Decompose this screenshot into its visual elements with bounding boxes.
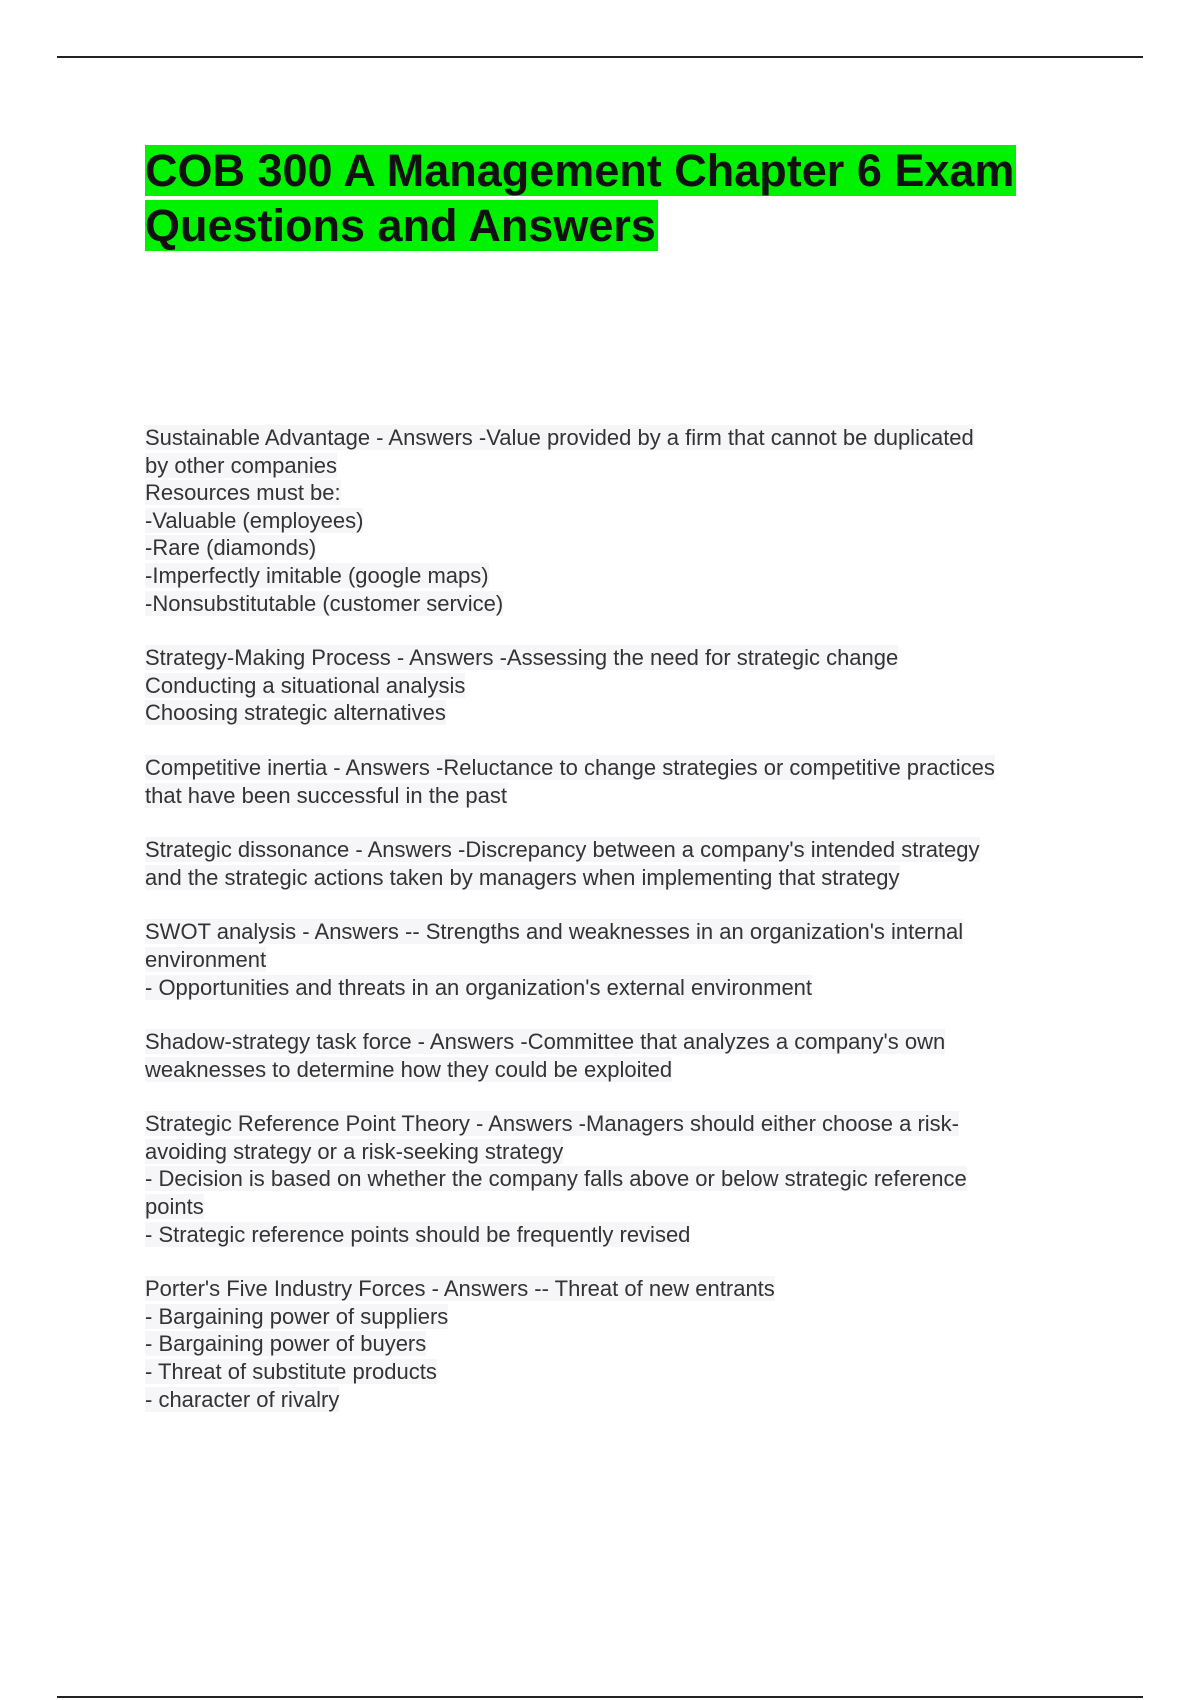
qa-line-text: SWOT analysis - Answers -- Strengths and weaknesses in an organization's internal — [145, 919, 964, 945]
qa-line-text: - Opportunities and threats in an organization's external environment — [145, 974, 813, 1000]
qa-line-text: points — [145, 1194, 204, 1220]
qa-line-text: Resources must be: — [145, 480, 341, 506]
qa-entry — [145, 1028, 1085, 1083]
qa-answer-line — [145, 1056, 1085, 1084]
qa-line-text: environment — [145, 946, 267, 972]
qa-line-text: Porter's Five Industry Forces - Answers -- Threat of new entrants — [145, 1276, 775, 1302]
qa-line-text: -Valuable (employees) — [145, 507, 364, 533]
qa-answer-line — [145, 672, 1085, 700]
qa-line-text: Choosing strategic alternatives — [145, 700, 446, 726]
qa-entry — [145, 644, 1085, 727]
qa-answer-line — [145, 946, 1085, 974]
qa-line-text: - Strategic reference points should be frequently revised — [145, 1221, 691, 1247]
qa-answer-line — [145, 507, 1085, 535]
qa-line-text: Shadow-strategy task force - Answers -Committee that analyzes a company's own — [145, 1029, 946, 1055]
title-line-2: Questions and Answers — [145, 200, 656, 251]
qa-line-text: by other companies — [145, 452, 337, 478]
qa-line-text: - Threat of substitute products — [145, 1359, 437, 1385]
qa-line-text: Strategic Reference Point Theory - Answers -Managers should either choose a risk- — [145, 1111, 959, 1137]
qa-answer-line — [145, 864, 1085, 892]
qa-entry — [145, 836, 1085, 891]
qa-line-text: and the strategic actions taken by managers when implementing that strategy — [145, 864, 900, 890]
qa-term-line — [145, 754, 1085, 782]
qa-entry — [145, 918, 1085, 1001]
qa-answer-line — [145, 1303, 1085, 1331]
qa-line-text: -Rare (diamonds) — [145, 535, 317, 561]
qa-answer-line — [145, 1138, 1085, 1166]
qa-answer-line — [145, 479, 1085, 507]
qa-line-text: -Nonsubstitutable (customer service) — [145, 590, 504, 616]
qa-entry — [145, 1275, 1085, 1413]
title-line-1: COB 300 A Management Chapter 6 Exam — [145, 145, 1015, 196]
qa-line-text: -Imperfectly imitable (google maps) — [145, 562, 489, 588]
qa-answer-line — [145, 974, 1085, 1002]
qa-line-text: - Decision is based on whether the company falls above or below strategic reference — [145, 1166, 967, 1192]
qa-answer-line — [145, 1165, 1085, 1193]
qa-line-text: - Bargaining power of suppliers — [145, 1303, 449, 1329]
qa-answer-line — [145, 1221, 1085, 1249]
qa-answer-line — [145, 1386, 1085, 1414]
qa-entry — [145, 424, 1085, 617]
qa-answer-line — [145, 562, 1085, 590]
qa-answer-line — [145, 590, 1085, 618]
qa-answer-line — [145, 534, 1085, 562]
qa-line-text: Strategic dissonance - Answers -Discrepancy between a company's intended strategy — [145, 837, 980, 863]
qa-line-text: Sustainable Advantage - Answers -Value provided by a firm that cannot be duplicated — [145, 425, 974, 450]
qa-line-text: weaknesses to determine how they could be exploited — [145, 1056, 673, 1082]
qa-entries — [145, 424, 1085, 1440]
qa-line-text: - Bargaining power of buyers — [145, 1331, 427, 1357]
qa-answer-line — [145, 782, 1085, 810]
title-highlight — [145, 145, 1016, 251]
qa-term-line — [145, 1275, 1085, 1303]
qa-entry — [145, 1110, 1085, 1248]
qa-line-text: that have been successful in the past — [145, 782, 508, 808]
qa-line-text: Conducting a situational analysis — [145, 672, 466, 698]
document-title — [145, 143, 1085, 253]
qa-line-text: Strategy-Making Process - Answers -Assessing the need for strategic change — [145, 645, 899, 671]
qa-answer-line — [145, 1358, 1085, 1386]
top-rule — [57, 56, 1143, 58]
qa-answer-line — [145, 1330, 1085, 1358]
qa-answer-line — [145, 452, 1085, 480]
qa-line-text: - character of rivalry — [145, 1386, 340, 1412]
qa-entry — [145, 754, 1085, 809]
bottom-rule — [57, 1696, 1143, 1698]
qa-line-text: Competitive inertia - Answers -Reluctance to change strategies or competitive practices — [145, 754, 995, 780]
qa-term-line — [145, 836, 1085, 864]
qa-answer-line — [145, 1193, 1085, 1221]
qa-term-line — [145, 1110, 1085, 1138]
qa-term-line — [145, 644, 1085, 672]
qa-term-line — [145, 918, 1085, 946]
qa-term-line — [145, 424, 1085, 452]
qa-line-text: avoiding strategy or a risk-seeking strategy — [145, 1138, 564, 1164]
qa-answer-line — [145, 699, 1085, 727]
qa-term-line — [145, 1028, 1085, 1056]
